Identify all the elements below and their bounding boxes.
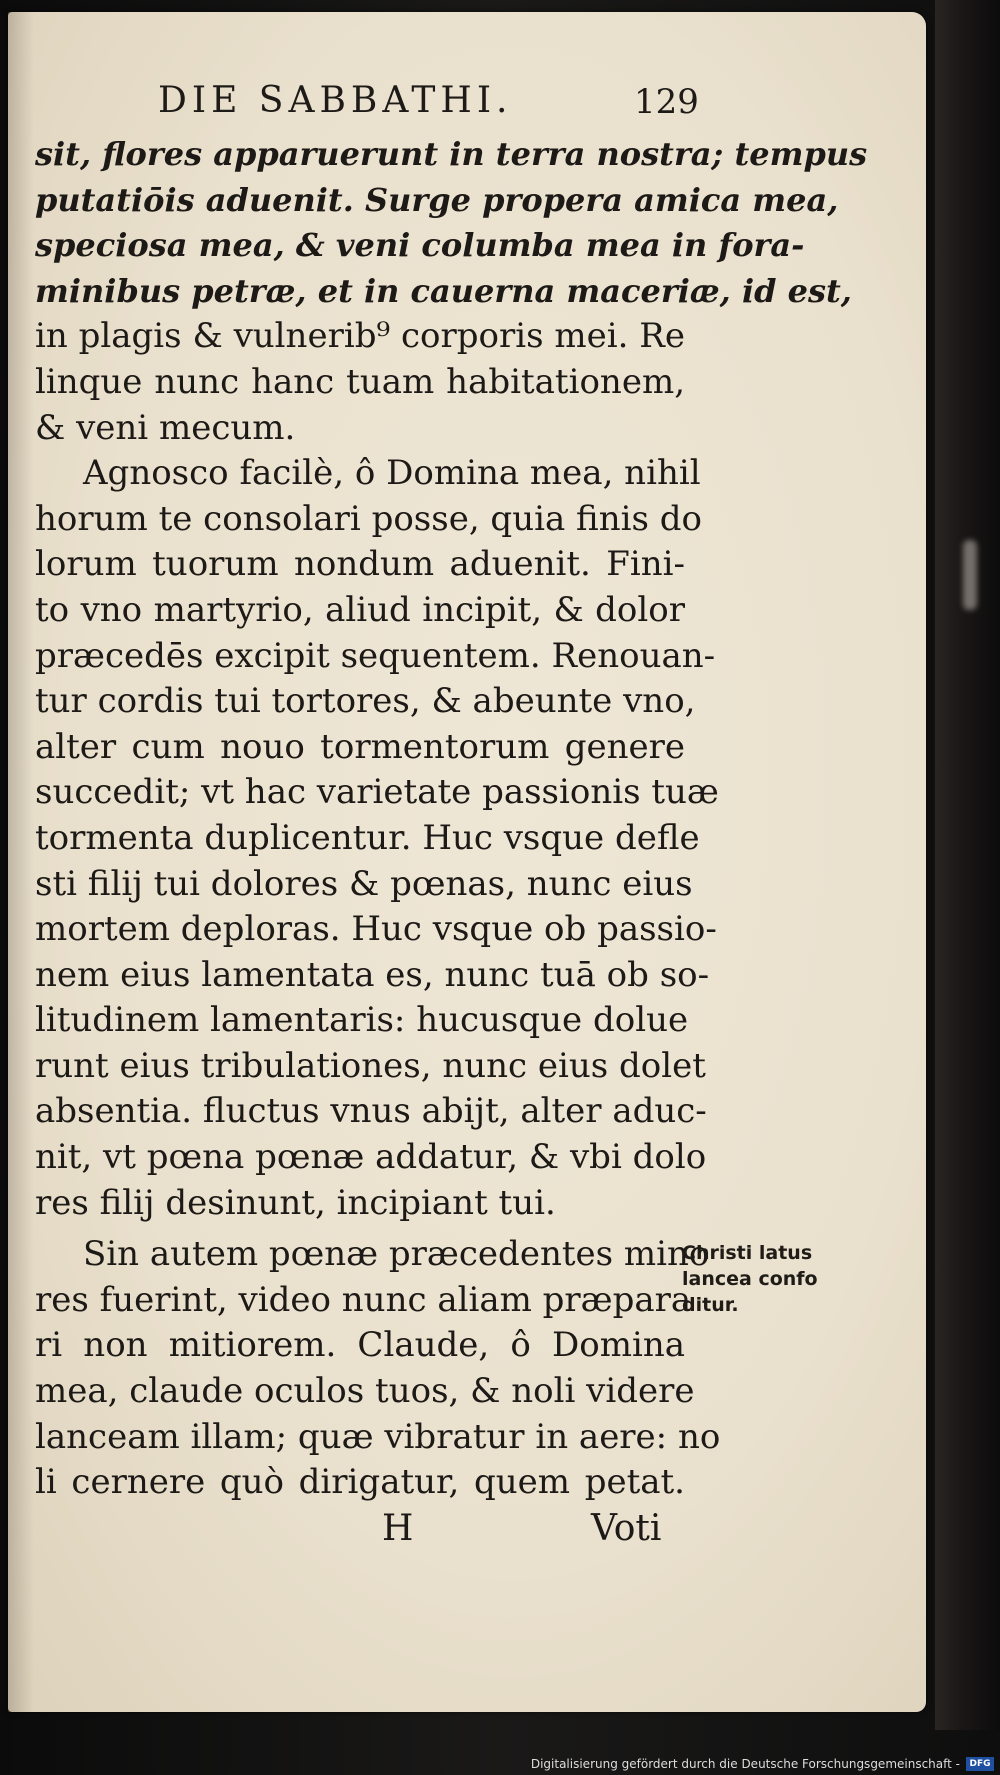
text-line: mea, claude oculos tuos, & noli videre [35,1371,695,1412]
text-line: ri non mitiorem. Claude, ô Domina [35,1325,685,1366]
dfg-logo: DFG [966,1757,994,1771]
text-line: res filij desinunt, incipiant tui. [35,1182,556,1223]
text-line: præcedēs excipit sequentem. Renouan- [35,635,716,676]
text-line: res fuerint, video nunc aliam præpara [35,1279,692,1320]
text-line: Agnosco facilè, ô Domina mea, nihil [83,453,701,494]
light-glare [963,540,977,610]
marginal-note-line: lancea confo [682,1268,818,1290]
text-line: tormenta duplicentur. Huc vsque defle [35,817,700,858]
catchword: Voti [591,1508,662,1549]
marginal-note [682,1240,818,1318]
text-line: Sin autem pœnæ præcedentes mino [83,1234,710,1275]
text-line: linque nunc hanc tuam habitationem, [35,361,685,402]
text-line: runt eius tribulationes, nunc eius dolet [35,1045,706,1086]
text-line: lanceam illam; quæ vibratur in aere: no [35,1416,721,1457]
book-edge [935,0,1000,1730]
text-line: speciosa mea, & veni columba mea in fora- [35,226,805,265]
text-line: mortem deploras. Huc vsque ob passio- [35,909,717,950]
text-line: to vno martyrio, aliud incipit, & dolor [35,589,685,630]
text-line: nem eius lamentata es, nunc tuā ob so- [35,954,710,995]
marginal-note-line: Christi latus [682,1242,813,1264]
text-line: nit, vt pœna pœnæ addatur, & vbi dolo [35,1137,707,1178]
text-line: sti filij tui dolores & pœnas, nunc eius [35,863,693,904]
text-line: & veni mecum. [35,407,296,448]
text-line: minibus petræ, et in cauerna maceriæ, id est, [35,271,852,310]
text-line: sit, flores apparuerunt in terra nostra; tempus [35,135,868,173]
text-line: lorum tuorum nondum aduenit. Fini- [35,544,685,585]
page-number: 129 [634,82,699,122]
digitization-credit: Digitalisierung gefördert durch die Deutsche Forschungsgemeinschaft - [530,1757,960,1771]
signature-mark: H [382,1508,414,1549]
marginal-note-line: ditur. [682,1294,739,1316]
text-line: li cernere quò dirigatur, quem petat. [35,1462,685,1503]
text-line: in plagis & vulnerib⁹ corporis mei. Re [35,316,685,357]
text-line: alter cum nouo tormentorum genere [35,726,685,767]
text-line: tur cordis tui tortores, & abeunte vno, [35,681,696,722]
text-line: litudinem lamentaris: hucusque dolue [35,1000,689,1041]
text-line: absentia. fluctus vnus abijt, alter aduc- [35,1091,707,1132]
running-head: DIE SABBATHI. [158,80,513,121]
text-line: horum te consolari posse, quia finis do [35,498,702,539]
text-line: putatiōis aduenit. Surge propera amica mea, [35,180,839,219]
gutter-shadow [8,12,34,1712]
text-line: succedit; vt hac varietate passionis tuæ [35,772,719,813]
